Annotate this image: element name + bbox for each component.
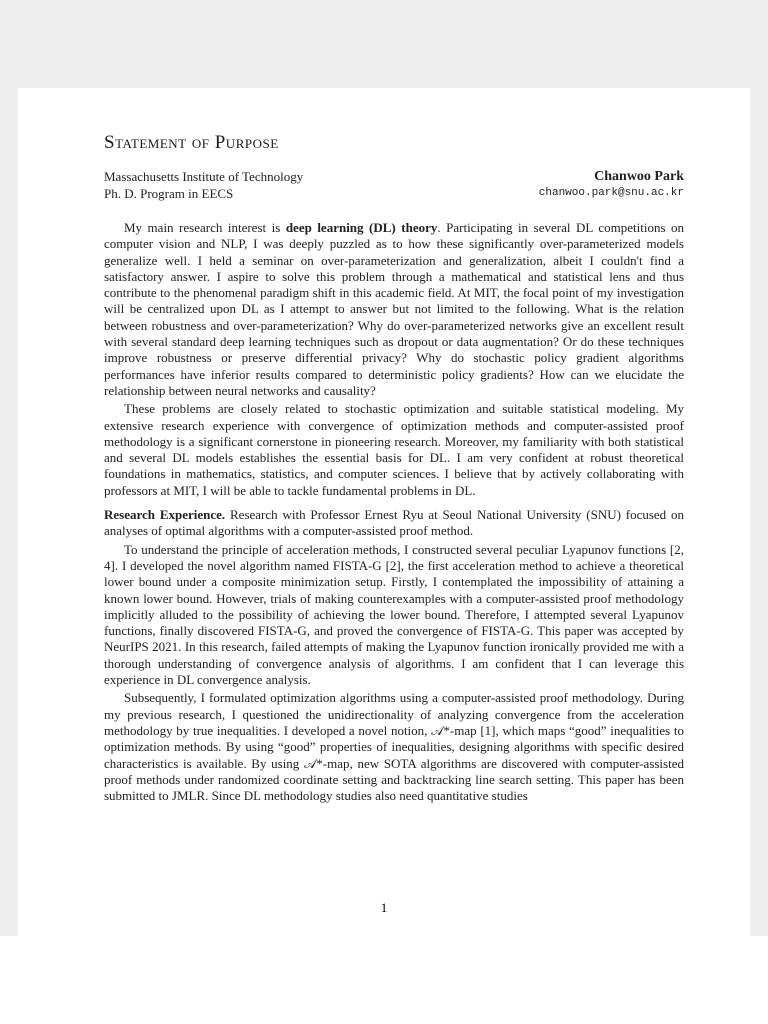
header-left xyxy=(104,168,303,202)
page-number: 1 xyxy=(380,900,388,915)
author-name: Chanwoo Park xyxy=(594,169,684,184)
paragraph-a-star-map: Subsequently, I formulated optimization algorithms using a computer-assisted proof methodology. During my previous research, I questioned the unidirectionality of analyzing convergence from the acceleration methodology by true inequalities. I developed a novel notion, 𝒜*-map [1], which maps “good” inequalities to optimization methods. By using “good” properties of inequalities, designing algorithms with specific desired characteristics is available. By using 𝒜*-map, new SOTA algorithms are discovered with computer-assisted proof methods under randomized coordinate setting and backtracking line search setting. This paper has been submitted to JMLR. Since DL methodology studies also need quantitative studies xyxy=(104,690,684,804)
viewer-bottom-area xyxy=(0,936,768,1024)
program-name: Ph. D. Program in EECS xyxy=(104,186,234,201)
paragraph-text: Research with Professor Ernest Ryu at Seoul National University (SNU) focused on analyses of optimal algorithms with a computer-assisted proof method. xyxy=(104,507,684,539)
paragraph-motivation: These problems are closely related to stochastic optimization and suitable statistical modeling. My extensive research experience with convergence of optimization methods and computer-assisted proof methodology is a significant cornerstone in pioneering research. Moreover, my familiarity with both statistical and several DL models establishes the essential basis for DL. I am very confident at robust theoretical foundations in mathematics, statistics, and computer sciences. I believe that by actively collaborating with professors at MIT, I will be able to tackle fundamental problems in DL. xyxy=(104,401,684,498)
header-right xyxy=(539,168,684,202)
paragraph-text: . Participating in several DL competitions on computer vision and NLP, I was deeply puzzled as to how these significantly over-parameterized models generalize well. I held a seminar on over-parameterization and generalization, albeit I couldn't find a satisfactory answer. I aspire to solve this problem through a mathematical and statistical lens and thus contribute to the phenomenal paradigm shift in this academic field. At MIT, the focal point of my investigation will be centralized upon DL as I attempt to answer but not limited to the following. What is the relation between robustness and over-parameterization? Why do over-parameterized networks give an excellent result with several standard deep learning techniques such as dropout or data augmentation? Or do these techniques improve robustness or preserve differential privacy? Why do stochastic policy gradient algorithms performances have inferior results compared to deterministic policy gradients? How can we elucidate the relationship between neural networks and causality? xyxy=(104,220,685,398)
paragraph-text: My main research interest is xyxy=(124,220,286,235)
paragraph-research-interest xyxy=(104,220,684,399)
institution-name: Massachusetts Institute of Technology xyxy=(104,169,304,184)
paragraph-research-experience xyxy=(104,507,684,540)
body-text xyxy=(104,220,684,804)
header-block xyxy=(104,168,684,202)
document-title: Statement of Purpose xyxy=(104,132,279,153)
paragraph-fista-g: To understand the principle of acceleration methods, I constructed several peculiar Lyapunov functions [2, 4]. I developed the novel algorithm named FISTA-G [2], the first acceleration method to achieve a theoretical lower bound under a composite minimization setup. Firstly, I contemplated the impossibility of attaining a known lower bound. However, trials of making counterexamples with a computer-assisted proof methodology implicitly alluded to the possibility of achieving the lower bound. Therefore, I attempted several Lyapunov functions, finally discovered FISTA-G, and proved the convergence of FISTA-G. This paper was accepted by NeurIPS 2021. In this research, failed attempts of making the Lyapunov function ironically provided me with a thorough understanding of convergence analysis of algorithms. I am confident that I can leverage this experience in DL convergence analysis. xyxy=(104,541,684,688)
page-content xyxy=(104,132,684,806)
emphasis-text: deep learning (DL) theory xyxy=(285,220,438,235)
document-page xyxy=(18,88,750,936)
author-email: chanwoo.park@snu.ac.kr xyxy=(538,187,684,199)
section-heading: Research Experience. xyxy=(104,507,226,523)
